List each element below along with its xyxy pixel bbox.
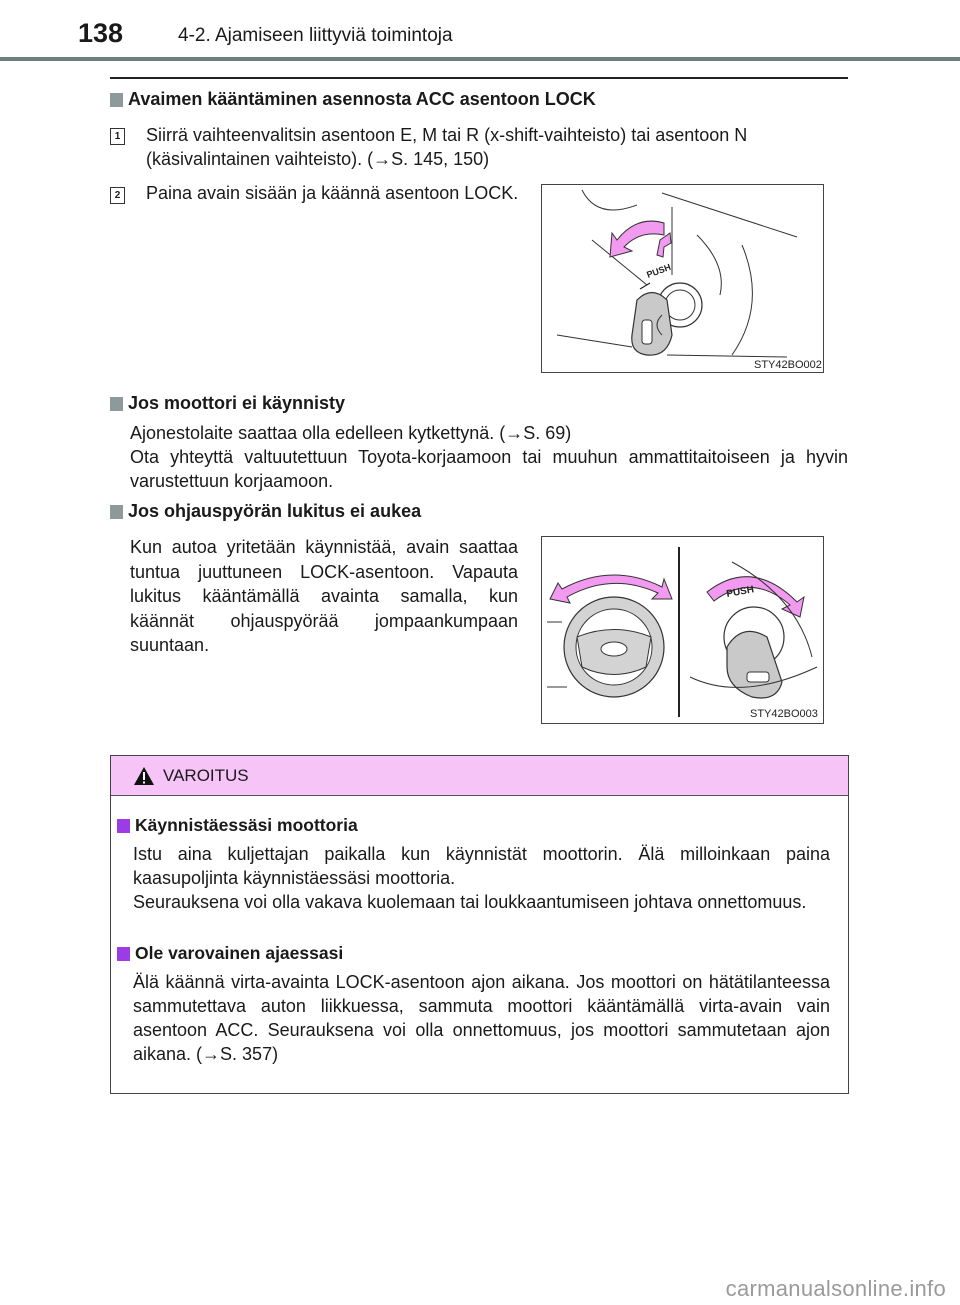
warning-header bbox=[111, 756, 848, 796]
section-heading-steering-lock bbox=[110, 501, 421, 522]
warning-line: Seurauksena voi olla vakava kuolemaan tai loukkaantumiseen johtava onnettomuus. bbox=[133, 892, 807, 912]
warning-text-careful-driving bbox=[133, 970, 830, 1066]
header-divider bbox=[0, 57, 960, 61]
warning-box bbox=[110, 755, 849, 1094]
section-bullet-icon bbox=[110, 397, 123, 411]
warning-heading-text: Käynnistäessäsi moottoria bbox=[135, 815, 358, 835]
steering-wheel-illustration bbox=[541, 536, 824, 724]
warning-heading-starting-engine bbox=[117, 815, 358, 836]
svg-text:PUSH: PUSH bbox=[725, 584, 755, 600]
warning-line: Istu aina kuljettajan paikalla kun käynnistät moottorin. Älä milloinkaan paina kaasupoljinta käynnistäessäsi moottoria. bbox=[133, 844, 830, 888]
immobilizer-note: Ajonestolaite saattaa olla edelleen kytkettynä. (→S. 69) bbox=[130, 423, 572, 443]
page-number: 138 bbox=[78, 18, 124, 48]
content-top-rule bbox=[110, 77, 848, 79]
warning-bullet-icon bbox=[117, 819, 130, 833]
step-2-text: Paina avain sisään ja käännä asentoon LOCK. bbox=[146, 183, 519, 203]
step-1-text bbox=[146, 123, 846, 171]
warning-text-starting-engine bbox=[133, 842, 830, 914]
step-number-badge: 2 bbox=[110, 187, 125, 204]
steering-lock-text: Kun autoa yritetään käynnistää, avain saattaa tuntua juuttuneen LOCK-asentoon. Vapauta lukitus kääntämällä avainta samalla, kun käännät ohjauspyörää jompaankumpaan suuntaan. bbox=[130, 537, 518, 655]
step-1-line-1: Siirrä vaihteenvalitsin asentoon E, M tai R (x-shift-vaihteisto) tai asentoon N bbox=[146, 125, 748, 145]
warning-line: Älä käännä virta-avainta LOCK-asentoon ajon aikana. Jos moottori on hätätilanteessa sammutettava auton liikkuessa, sammuta moottori kääntämällä virta-avain vain asentoon ACC. Seurauksena voi olla onnettomuus, jos moottori sammutetaan ajon aikana. (→S. 357) bbox=[133, 972, 830, 1064]
key-turn-diagram-icon bbox=[542, 185, 823, 372]
svg-text:STY42BO003: STY42BO003 bbox=[750, 708, 818, 720]
step-number-badge: 1 bbox=[110, 128, 125, 145]
section-heading-text: Jos ohjauspyörän lukitus ei aukea bbox=[128, 501, 422, 521]
warning-bullet-icon bbox=[117, 947, 130, 961]
section-bullet-icon bbox=[110, 93, 123, 107]
section-heading-acc-to-lock bbox=[110, 89, 596, 110]
section-heading-text: Avaimen kääntäminen asennosta ACC asentoon LOCK bbox=[128, 89, 596, 109]
warning-heading-text: Ole varovainen ajaessasi bbox=[135, 943, 344, 963]
watermark: carmanualsonline.info bbox=[725, 1276, 946, 1301]
section-title: 4-2. Ajamiseen liittyviä toimintoja bbox=[178, 25, 453, 46]
section-bullet-icon bbox=[110, 505, 123, 519]
warning-title: VAROITUS bbox=[163, 765, 249, 785]
svg-text:STY42BO002: STY42BO002 bbox=[754, 359, 822, 371]
svg-text:PUSH: PUSH bbox=[645, 261, 673, 280]
section-heading-engine-not-start bbox=[110, 393, 345, 414]
engine-not-start-text bbox=[130, 421, 848, 493]
steering-unlock-diagram-icon bbox=[542, 537, 823, 723]
contact-dealer-note: Ota yhteyttä valtuutettuun Toyota-korjaamoon tai muuhun ammattitaitoiseen ja hyvin varustettuun korjaamoon. bbox=[130, 447, 848, 491]
step-1-line-2: (käsivalintainen vaihteisto). (→S. 145, 150) bbox=[146, 149, 490, 169]
ignition-key-illustration bbox=[541, 184, 824, 373]
warning-heading-careful-driving bbox=[117, 943, 343, 964]
warning-triangle-icon bbox=[133, 766, 155, 786]
section-heading-text: Jos moottori ei käynnisty bbox=[128, 393, 346, 413]
